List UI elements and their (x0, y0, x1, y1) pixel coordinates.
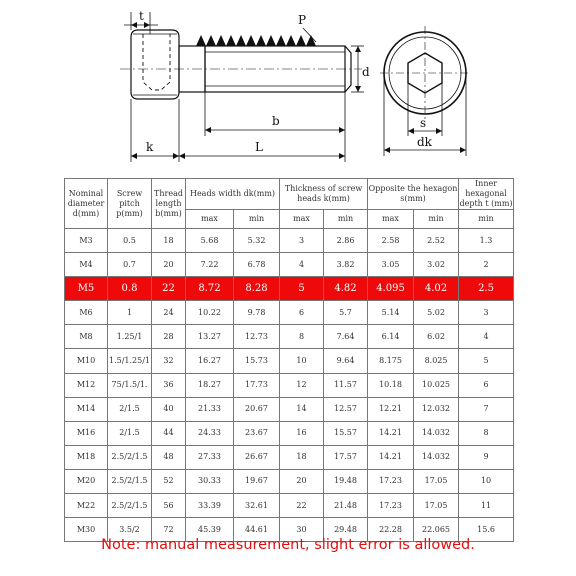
table-cell: 24.33 (186, 421, 234, 445)
table-cell: 33.39 (186, 494, 234, 518)
header-heads-width: Heads width dk(mm) (186, 179, 280, 210)
table-cell: 8.72 (186, 277, 234, 301)
table-cell: 17.05 (414, 494, 459, 518)
table-cell: M20 (65, 469, 108, 493)
table-cell: 12 (280, 373, 324, 397)
table-cell: 14 (280, 397, 324, 421)
table-cell: 5.7 (324, 301, 368, 325)
table-cell: M10 (65, 349, 108, 373)
table-cell: 36 (152, 373, 186, 397)
header-max: max (186, 210, 234, 229)
table-cell: 9.64 (324, 349, 368, 373)
header-inner-hex-depth: Inner hexagonal depth t (mm) (459, 179, 513, 208)
table-cell: 5.32 (234, 229, 280, 253)
table-row (65, 421, 514, 445)
table-cell: 22 (152, 277, 186, 301)
dim-k-label: k (146, 140, 154, 154)
dim-p-label: P (298, 13, 307, 27)
table-cell: 2/1.5 (108, 397, 152, 421)
table-row (65, 397, 514, 421)
table-cell: 3.02 (414, 253, 459, 277)
table-cell: 8.175 (368, 349, 414, 373)
screw-spec-table (64, 178, 514, 542)
table-cell: 5 (280, 277, 324, 301)
table-cell: 7.64 (324, 325, 368, 349)
table-cell: 20 (152, 253, 186, 277)
table-cell: 29.48 (324, 518, 368, 542)
table-cell: 56 (152, 494, 186, 518)
table-cell: 30 (280, 518, 324, 542)
table-row (65, 445, 514, 469)
table-cell: 4.02 (414, 277, 459, 301)
dim-t-label: t (139, 9, 144, 23)
table-cell: 7 (459, 397, 514, 421)
table-cell: 18.27 (186, 373, 234, 397)
table-cell: 4.095 (368, 277, 414, 301)
table-cell: M14 (65, 397, 108, 421)
table-cell: 3.5/2 (108, 518, 152, 542)
table-cell: 20 (280, 469, 324, 493)
table-row (65, 253, 514, 277)
table-cell: 44 (152, 421, 186, 445)
table-cell: 17.57 (324, 445, 368, 469)
table-cell: 2 (459, 253, 514, 277)
table-cell: 12.032 (414, 397, 459, 421)
table-cell: M12 (65, 373, 108, 397)
table-cell: 15.73 (234, 349, 280, 373)
table-cell: 8.025 (414, 349, 459, 373)
thread-teeth (196, 35, 316, 46)
table-cell: 22.065 (414, 518, 459, 542)
table-cell: 23.67 (234, 421, 280, 445)
table-cell: 24 (152, 301, 186, 325)
table-cell: 10.025 (414, 373, 459, 397)
table-cell: 2.5/2/1.5 (108, 494, 152, 518)
table-cell: 0.8 (108, 277, 152, 301)
table-cell: 1.25/1 (108, 325, 152, 349)
table-cell: 9.78 (234, 301, 280, 325)
table-cell: 8 (459, 421, 514, 445)
table-cell: 5.02 (414, 301, 459, 325)
table-cell: 28 (152, 325, 186, 349)
table-cell: 6.78 (234, 253, 280, 277)
table-cell: 2.5/2/1.5 (108, 469, 152, 493)
table-cell: M6 (65, 301, 108, 325)
table-cell: 21.33 (186, 397, 234, 421)
table-row-highlighted (65, 277, 514, 301)
table-row (65, 494, 514, 518)
table-cell: 22 (280, 494, 324, 518)
table-cell: 20.67 (234, 397, 280, 421)
table-cell: 4 (459, 325, 514, 349)
table-cell: 17.05 (414, 469, 459, 493)
dim-d-label: d (362, 65, 370, 79)
screw-head (131, 30, 179, 99)
table-row (65, 229, 514, 253)
table-row (65, 325, 514, 349)
table-cell: 72 (152, 518, 186, 542)
table-cell: 3 (459, 301, 514, 325)
table-cell: 6.14 (368, 325, 414, 349)
table-cell: M30 (65, 518, 108, 542)
table-cell: 10.22 (186, 301, 234, 325)
table-cell: 19.67 (234, 469, 280, 493)
table-cell: M3 (65, 229, 108, 253)
table-cell: 18 (152, 229, 186, 253)
table-cell: 2.52 (414, 229, 459, 253)
table-cell: 32.61 (234, 494, 280, 518)
table-cell: 3 (280, 229, 324, 253)
table-cell: 11.57 (324, 373, 368, 397)
table-cell: 2.5 (459, 277, 514, 301)
table-cell: M22 (65, 494, 108, 518)
table-cell: 11 (459, 494, 514, 518)
table-cell: 10 (280, 349, 324, 373)
table-cell: 17.73 (234, 373, 280, 397)
header-min: min (459, 210, 514, 229)
table-row (65, 469, 514, 493)
table-cell: 17.23 (368, 469, 414, 493)
table-cell: 14.21 (368, 445, 414, 469)
table-cell: 8.28 (234, 277, 280, 301)
table-cell: 6 (280, 301, 324, 325)
table-cell: 14.21 (368, 421, 414, 445)
table-cell: 0.5 (108, 229, 152, 253)
table-cell: 15.57 (324, 421, 368, 445)
table-cell: 27.33 (186, 445, 234, 469)
table-cell: M4 (65, 253, 108, 277)
table-cell: 75/1.5/1. (108, 373, 152, 397)
table-cell: 14.032 (414, 445, 459, 469)
header-min: min (234, 210, 280, 229)
table-cell: 30.33 (186, 469, 234, 493)
table-cell: 10 (459, 469, 514, 493)
table-cell: 22.28 (368, 518, 414, 542)
table-cell: 2.5/2/1.5 (108, 445, 152, 469)
table-cell: 6.02 (414, 325, 459, 349)
table-cell: M18 (65, 445, 108, 469)
table-cell: 2.86 (324, 229, 368, 253)
table-cell: 15.6 (459, 518, 514, 542)
table-cell: 7.22 (186, 253, 234, 277)
table-cell: 17.23 (368, 494, 414, 518)
header-head-thickness: Thickness of screw heads k(mm) (280, 179, 368, 210)
table-cell: 52 (152, 469, 186, 493)
table-cell: 8 (280, 325, 324, 349)
screw-diagram (0, 0, 576, 172)
table-cell: 12.21 (368, 397, 414, 421)
table-row (65, 301, 514, 325)
table-cell: 2.58 (368, 229, 414, 253)
table-row (65, 349, 514, 373)
header-min: min (324, 210, 368, 229)
table-cell: 48 (152, 445, 186, 469)
table-cell: 44.61 (234, 518, 280, 542)
table-cell: 0.7 (108, 253, 152, 277)
table-cell: 45.39 (186, 518, 234, 542)
header-hexagon: Opposite the hexagon s(mm) (368, 179, 459, 210)
table-cell: M16 (65, 421, 108, 445)
dim-b-label: b (272, 114, 280, 128)
dim-l-label: L (255, 140, 263, 154)
dim-s-label: s (420, 116, 427, 130)
header-screw-pitch: Screw pitch p(mm) (108, 179, 152, 229)
measurement-note: Note: manual measurement, slight error is allowed. (101, 537, 475, 553)
table-cell: 4.82 (324, 277, 368, 301)
table-cell: 4 (280, 253, 324, 277)
table-cell: 10.18 (368, 373, 414, 397)
table-cell: 21.48 (324, 494, 368, 518)
table-cell: 26.67 (234, 445, 280, 469)
table-cell: 3.82 (324, 253, 368, 277)
table-cell: 19.48 (324, 469, 368, 493)
table-cell: 1.3 (459, 229, 514, 253)
table-cell: 13.27 (186, 325, 234, 349)
header-min: min (414, 210, 459, 229)
table-cell: 5 (459, 349, 514, 373)
table-cell: 18 (280, 445, 324, 469)
table-cell: 9 (459, 445, 514, 469)
table-cell: 3.05 (368, 253, 414, 277)
table-cell: 16 (280, 421, 324, 445)
table-cell: 1 (108, 301, 152, 325)
table-cell: 12.57 (324, 397, 368, 421)
dim-dk-label: dk (417, 135, 432, 149)
header-nominal-diameter: Nominal diameter d(mm) (65, 179, 108, 229)
table-cell: 12.73 (234, 325, 280, 349)
table-cell: 5.14 (368, 301, 414, 325)
table-cell: 16.27 (186, 349, 234, 373)
table-cell: 14.032 (414, 421, 459, 445)
header-max: max (368, 210, 414, 229)
table-cell: M8 (65, 325, 108, 349)
table-cell: 6 (459, 373, 514, 397)
table-cell: 5.68 (186, 229, 234, 253)
table-cell: 1.5/1.25/1 (108, 349, 152, 373)
spec-table-body (65, 229, 514, 542)
table-cell: M5 (65, 277, 108, 301)
table-cell: 2/1.5 (108, 421, 152, 445)
table-row (65, 373, 514, 397)
table-cell: 40 (152, 397, 186, 421)
table-cell: 32 (152, 349, 186, 373)
header-max: max (280, 210, 324, 229)
header-thread-length: Thread length b(mm) (152, 179, 186, 229)
